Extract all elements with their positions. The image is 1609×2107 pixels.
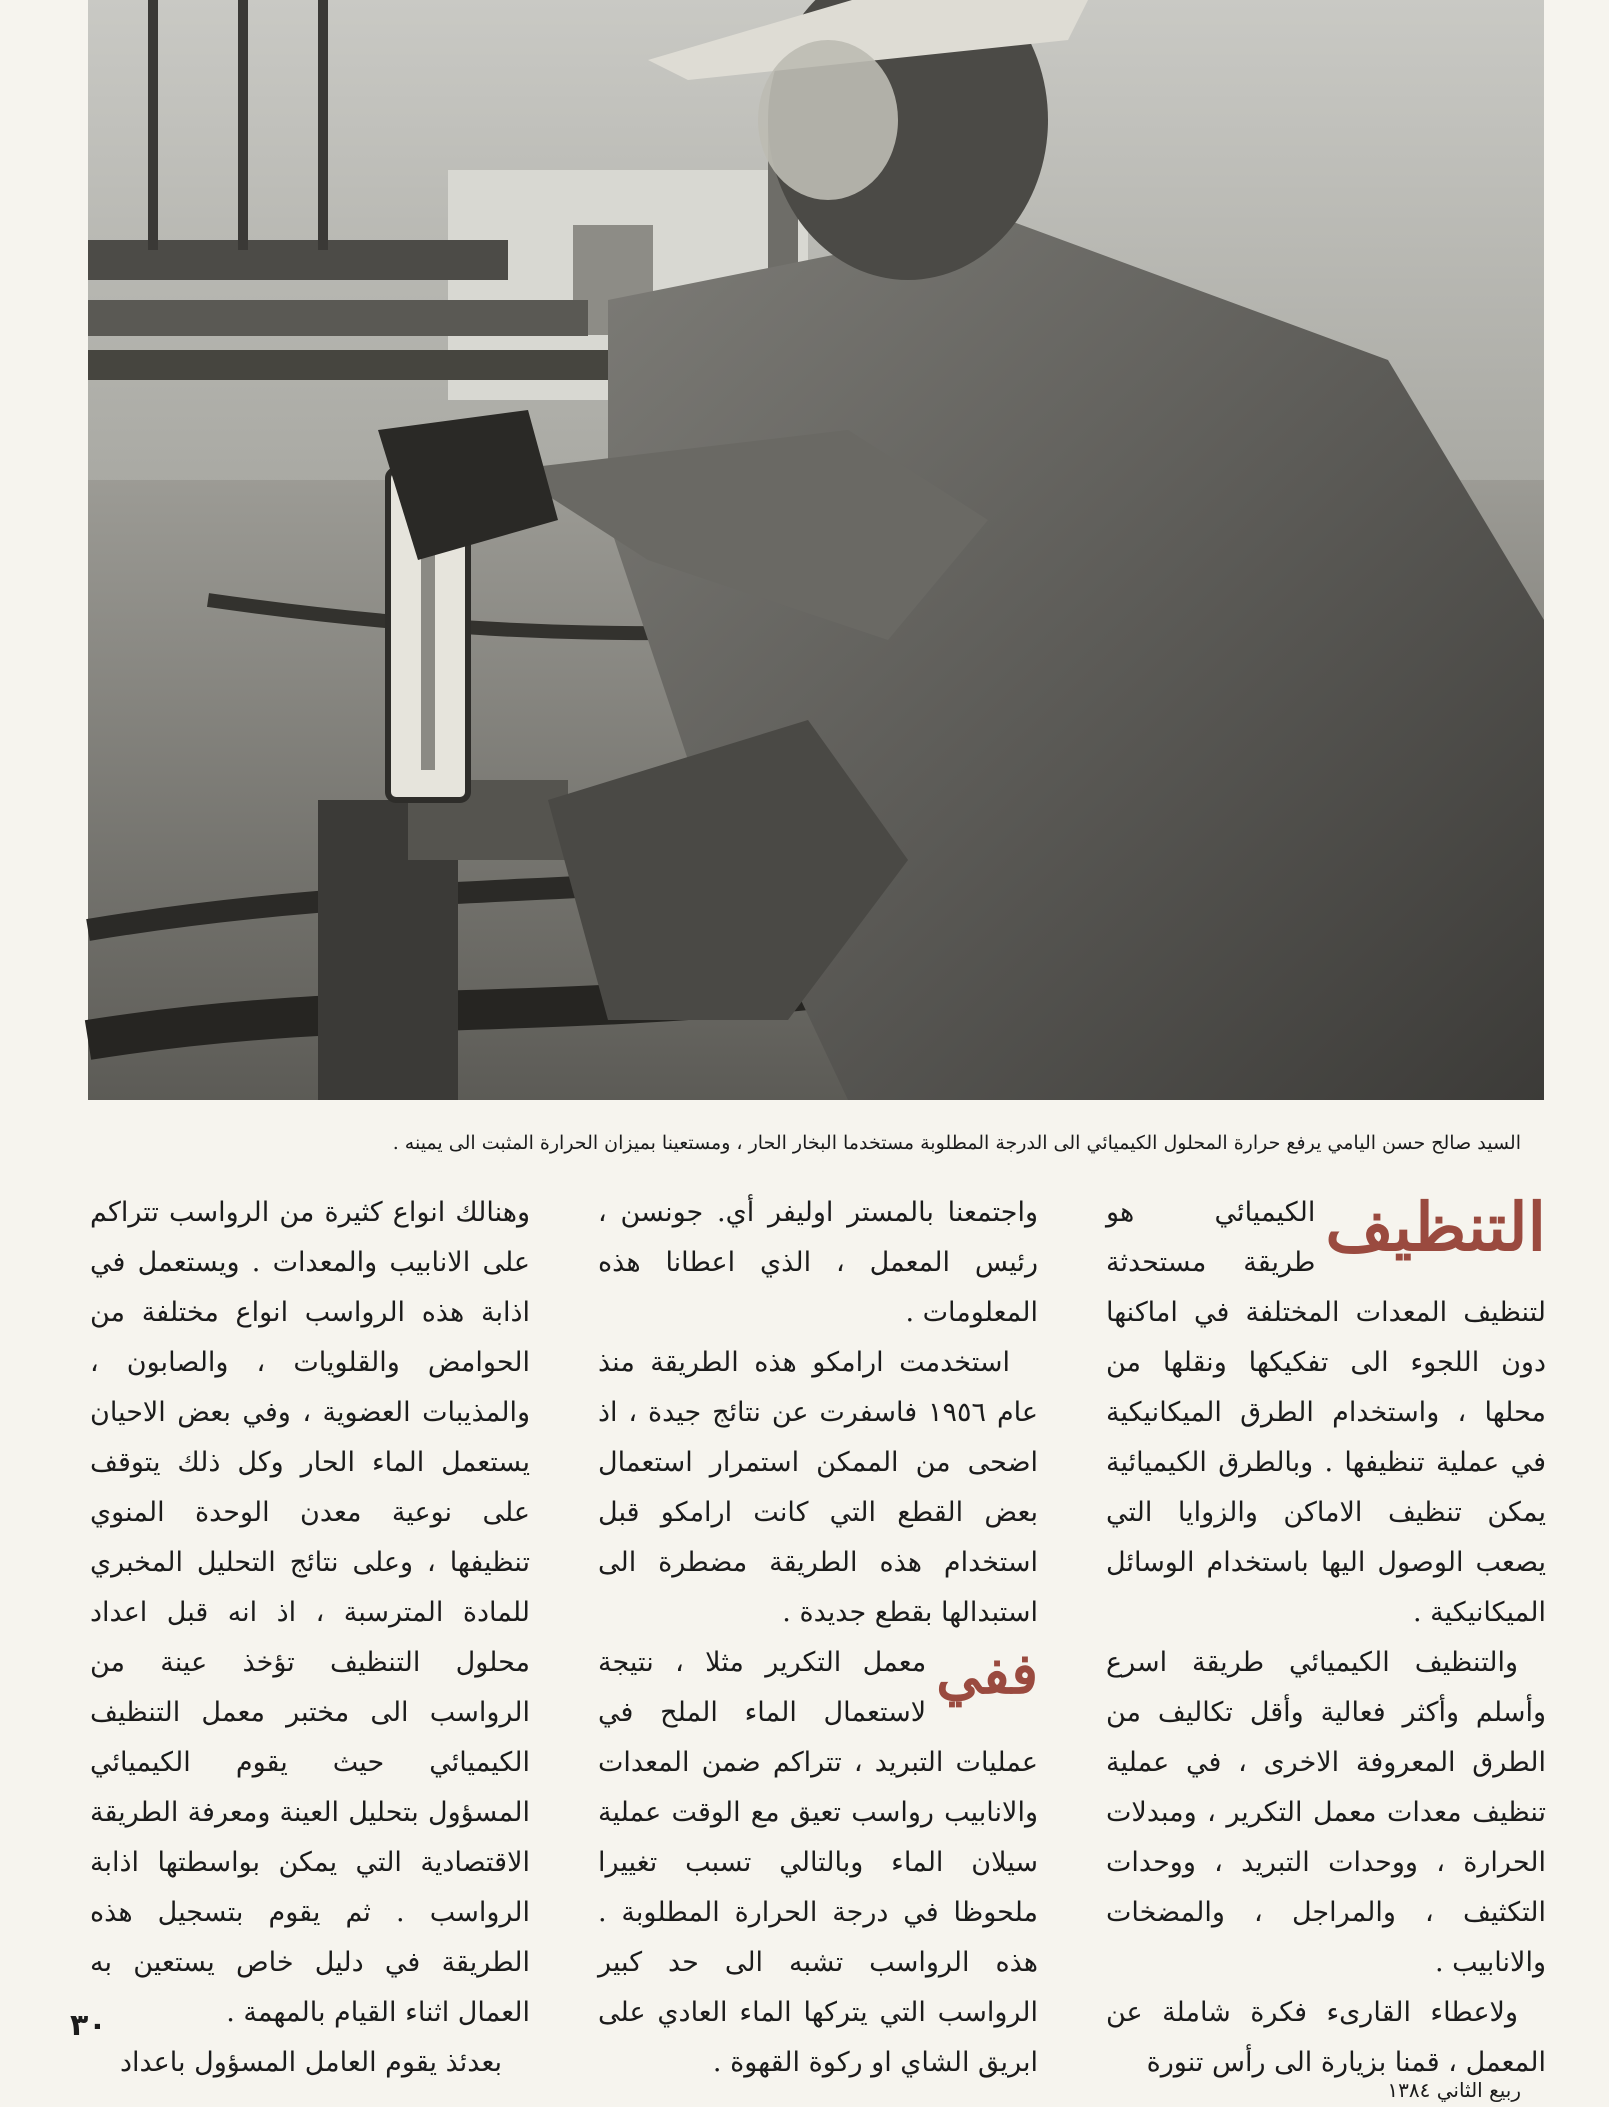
column1-paragraph-1: الكيميائي هو طريقة مستحدثة لتنظيف المعدات المختلفة في اماكنها دون اللجوء الى تفكيكها ونقلها من محلها ، واستخدام الطرق الميكانيكية في عملية تنظيفها . وبالطرق الكيميائية يمكن تنظيف الاماكن والزوايا التي يصعب الوصول اليها باستخدام الوسائل الميكانيكية .	[1106, 1197, 1546, 1628]
section-dropcap: ففي	[936, 1641, 1038, 1707]
column3-paragraph-1: وهنالك انواع كثيرة من الرواسب تتراكم على الانابيب والمعدات . ويستعمل في اذابة هذه الرواسب انواع مختلفة من الحوامض والقلويات ، والصابون ، والمذيبات العضوية ، وفي بعض الاحيان يستعمل الماء الحار وكل ذلك يتوقف على نوعية معدن الوحدة المنوي تنظيفها ، وعلى نتائج التحليل المخبري للمادة المترسبة ، اذ انه قبل اعداد محلول التنظيف تؤخذ عينة من الرواسب الى مختبر معمل التنظيف الكيميائي حيث يقوم الكيميائي المسؤول بتحليل العينة ومعرفة الطريقة الاقتصادية التي يمكن بواسطتها اذابة الرواسب . ثم يقوم بتسجيل هذه الطريقة في دليل خاص يستعين به العمال اثناء القيام بالمهمة .	[90, 1197, 530, 2028]
article-photo	[88, 0, 1544, 1100]
column1-paragraph-2: والتنظيف الكيميائي طريقة اسرع وأسلم وأكثر فعالية وأقل تكاليف من الطرق المعروفة الاخرى ، في عملية تنظيف معدات معمل التكرير ، ومبدلات الحرارة ، ووحدات التبريد ، ووحدات التكثيف ، والمراجل ، والمضخات والانابيب .	[1106, 1647, 1546, 1978]
photo-caption: السيد صالح حسن اليامي يرفع حرارة المحلول الكيميائي الى الدرجة المطلوبة مستخدما البخار الحار ، ومستعينا بميزان الحرارة المثبت الى يمينه .	[392, 1132, 1521, 1154]
article-column-2	[598, 1188, 1039, 2078]
column2-paragraph-3: معمل التكرير مثلا ، نتيجة لاستعمال الماء الملح في عمليات التبريد ، تتراكم ضمن المعدات والانابيب رواسب تعيق مع الوقت عملية سيلان الماء وبالتالي تسبب تغييرا ملحوظا في درجة الحرارة المطلوبة . هذه الرواسب تشبه الى حد كبير الرواسب التي يتركها الماء العادي على ابريق الشاي او ركوة القهوة .	[598, 1647, 1038, 2078]
column2-paragraph-1: واجتمعنا بالمستر اوليفر أي. جونسن ، رئيس المعمل ، الذي اعطانا هذه المعلومات .	[598, 1197, 1038, 1328]
headline-dropcap: التنظيف	[1325, 1188, 1546, 1266]
page-number: ٣٠	[70, 2008, 107, 2043]
issue-date: ربيع الثاني ١٣٨٤	[1387, 2078, 1521, 2102]
worker-photo-image	[88, 0, 1544, 1100]
article-column-3	[90, 1188, 530, 2078]
column1-paragraph-3: ولاعطاء القارىء فكرة شاملة عن المعمل ، قمنا بزيارة الى رأس تنورة	[1106, 1997, 1546, 2078]
column3-paragraph-2: بعدئذ يقوم العامل المسؤول باعداد	[119, 2047, 502, 2078]
column2-paragraph-2: استخدمت ارامكو هذه الطريقة منذ عام ١٩٥٦ فاسفرت عن نتائج جيدة ، اذ اضحى من الممكن استمرار استعمال بعض القطع التي كانت ارامكو قبل استخدام هذه الطريقة مضطرة الى استبدالها بقطع جديدة .	[598, 1347, 1039, 1628]
article-column-1	[1106, 1188, 1546, 2078]
